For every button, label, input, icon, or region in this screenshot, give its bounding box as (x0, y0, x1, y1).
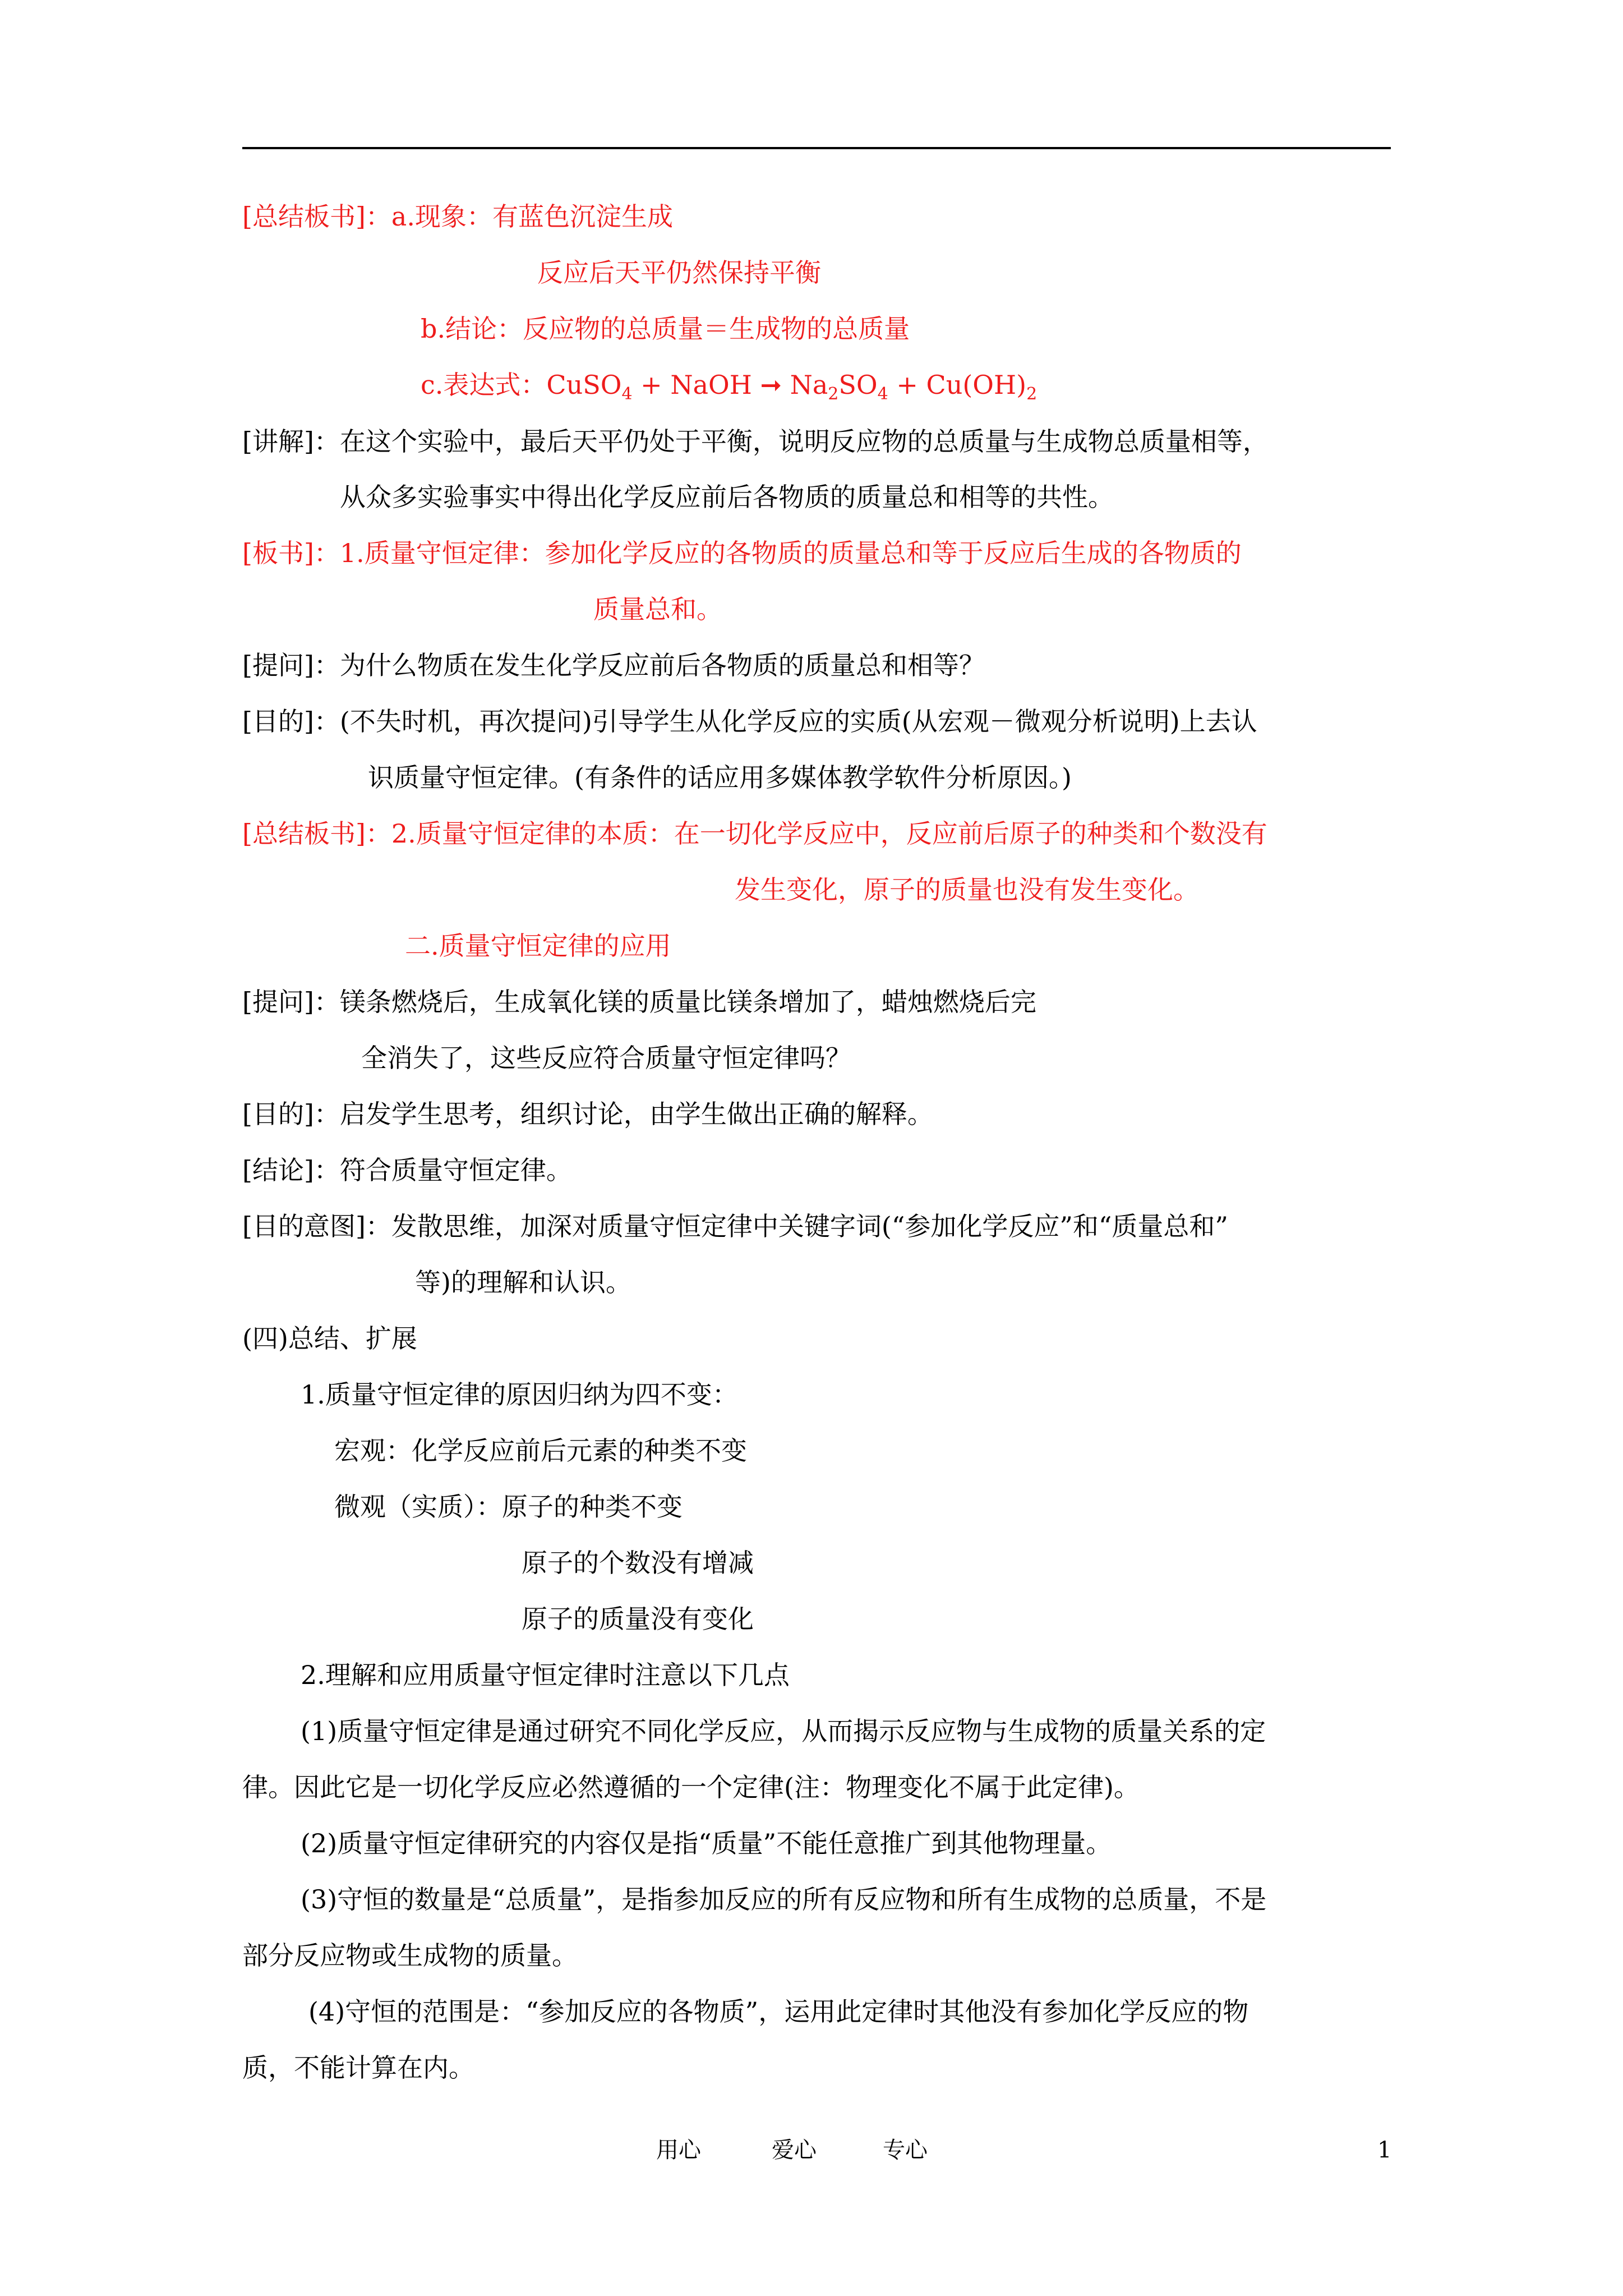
section-heading-application: 二.质量守恒定律的应用 (405, 931, 671, 961)
header-rule (242, 147, 1391, 149)
footer-word-3: 专心 (883, 2137, 928, 2163)
note-3-line-2: 部分反应物或生成物的质量。 (242, 1940, 578, 1971)
equation-na: Na (782, 370, 828, 400)
equation-cuso4: CuSO (546, 370, 622, 400)
equation-sub-2b: 2 (1026, 384, 1038, 404)
question-2-line-1: [提问]：镁条燃烧后，生成氧化镁的质量比镁条增加了，蜡烛燃烧后完 (242, 987, 1036, 1017)
summary-conclusion: b.结论：反应物的总质量＝生成物的总质量 (421, 314, 910, 344)
summary-item-1: 1.质量守恒定律的原因归纳为四不变： (301, 1379, 738, 1410)
question-1: [提问]：为什么物质在发生化学反应前后各物质的质量总和相等？ (242, 650, 985, 680)
equation-sub-4b: 4 (877, 384, 888, 404)
micro-mass: 原子的质量没有变化 (522, 1604, 754, 1634)
summary-essence-line-1: [总结板书]：2.质量守恒定律的本质：在一切化学反应中，反应前后原子的种类和个数没有 (242, 818, 1267, 849)
equation-prefix: c.表达式： (421, 370, 547, 400)
explanation-line-2: 从众多实验事实中得出化学反应前后各物质的质量总和相等的共性。 (340, 482, 1114, 512)
equation-sub-4a: 4 (621, 384, 633, 404)
micro-view: 微观（实质）：原子的种类不变 (334, 1492, 683, 1522)
note-1-line-2: 律。因此它是一切化学反应必然遵循的一个定律(注：物理变化不属于此定律)。 (242, 1772, 1140, 1802)
board-law-line-1: [板书]：1.质量守恒定律：参加化学反应的各物质的质量总和等于反应后生成的各物质的 (242, 538, 1242, 568)
note-3-line-1: (3)守恒的数量是“总质量”，是指参加反应的所有反应物和所有生成物的总质量，不是 (301, 1884, 1267, 1915)
purpose-1-line-1: [目的]：(不失时机，再次提问)引导学生从化学反应的实质(从宏观－微观分析说明)上去认 (242, 706, 1257, 737)
footer-word-1: 用心 (656, 2137, 701, 2163)
summary-essence-line-2: 发生变化，原子的质量也没有发生变化。 (735, 875, 1199, 905)
purpose-2: [目的]：启发学生思考，组织讨论，由学生做出正确的解释。 (242, 1099, 933, 1129)
note-1-line-1: (1)质量守恒定律是通过研究不同化学反应，从而揭示反应物与生成物的质量关系的定 (301, 1716, 1266, 1746)
summary-phenomenon-balance: 反应后天平仍然保持平衡 (537, 257, 821, 288)
conclusion: [结论]：符合质量守恒定律。 (242, 1155, 572, 1185)
page-number: 1 (1377, 2137, 1392, 2163)
intent-line-1: [目的意图]：发散思维，加深对质量守恒定律中关键字词(“参加化学反应”和“质量总和” (242, 1211, 1228, 1241)
note-4-line-2: 质，不能计算在内。 (242, 2053, 474, 2083)
micro-count: 原子的个数没有增减 (522, 1548, 754, 1578)
footer-word-2: 爱心 (772, 2137, 817, 2163)
section-summary-extension: (四)总结、扩展 (242, 1323, 417, 1354)
equation-sub-2a: 2 (828, 384, 839, 404)
question-2-line-2: 全消失了，这些反应符合质量守恒定律吗？ (361, 1043, 851, 1073)
macro-view: 宏观：化学反应前后元素的种类不变 (334, 1435, 747, 1466)
note-4-line-1: (4)守恒的范围是：“参加反应的各物质”，运用此定律时其他没有参加化学反应的物 (308, 1996, 1249, 2027)
board-law-line-2: 质量总和。 (593, 594, 722, 624)
equation-so: SO (838, 370, 878, 400)
explanation-line-1: [讲解]：在这个实验中，最后天平仍处于平衡，说明反应物的总质量与生成物总质量相等， (242, 426, 1269, 457)
summary-equation (421, 368, 1037, 402)
note-2: (2)质量守恒定律研究的内容仅是指“质量”不能任意推广到其他物理量。 (301, 1828, 1112, 1858)
equation-naoh: + NaOH (632, 370, 760, 400)
intent-line-2: 等)的理解和认识。 (415, 1267, 631, 1297)
equation-cuoh: + Cu(OH) (888, 370, 1027, 400)
arrow-icon: ➞ (760, 370, 782, 400)
summary-item-2: 2.理解和应用质量守恒定律时注意以下几点 (301, 1660, 790, 1690)
purpose-1-line-2: 识质量守恒定律。(有条件的话应用多媒体教学软件分析原因。) (368, 762, 1072, 793)
summary-phenomenon: [总结板书]：a.现象：有蓝色沉淀生成 (242, 201, 673, 232)
